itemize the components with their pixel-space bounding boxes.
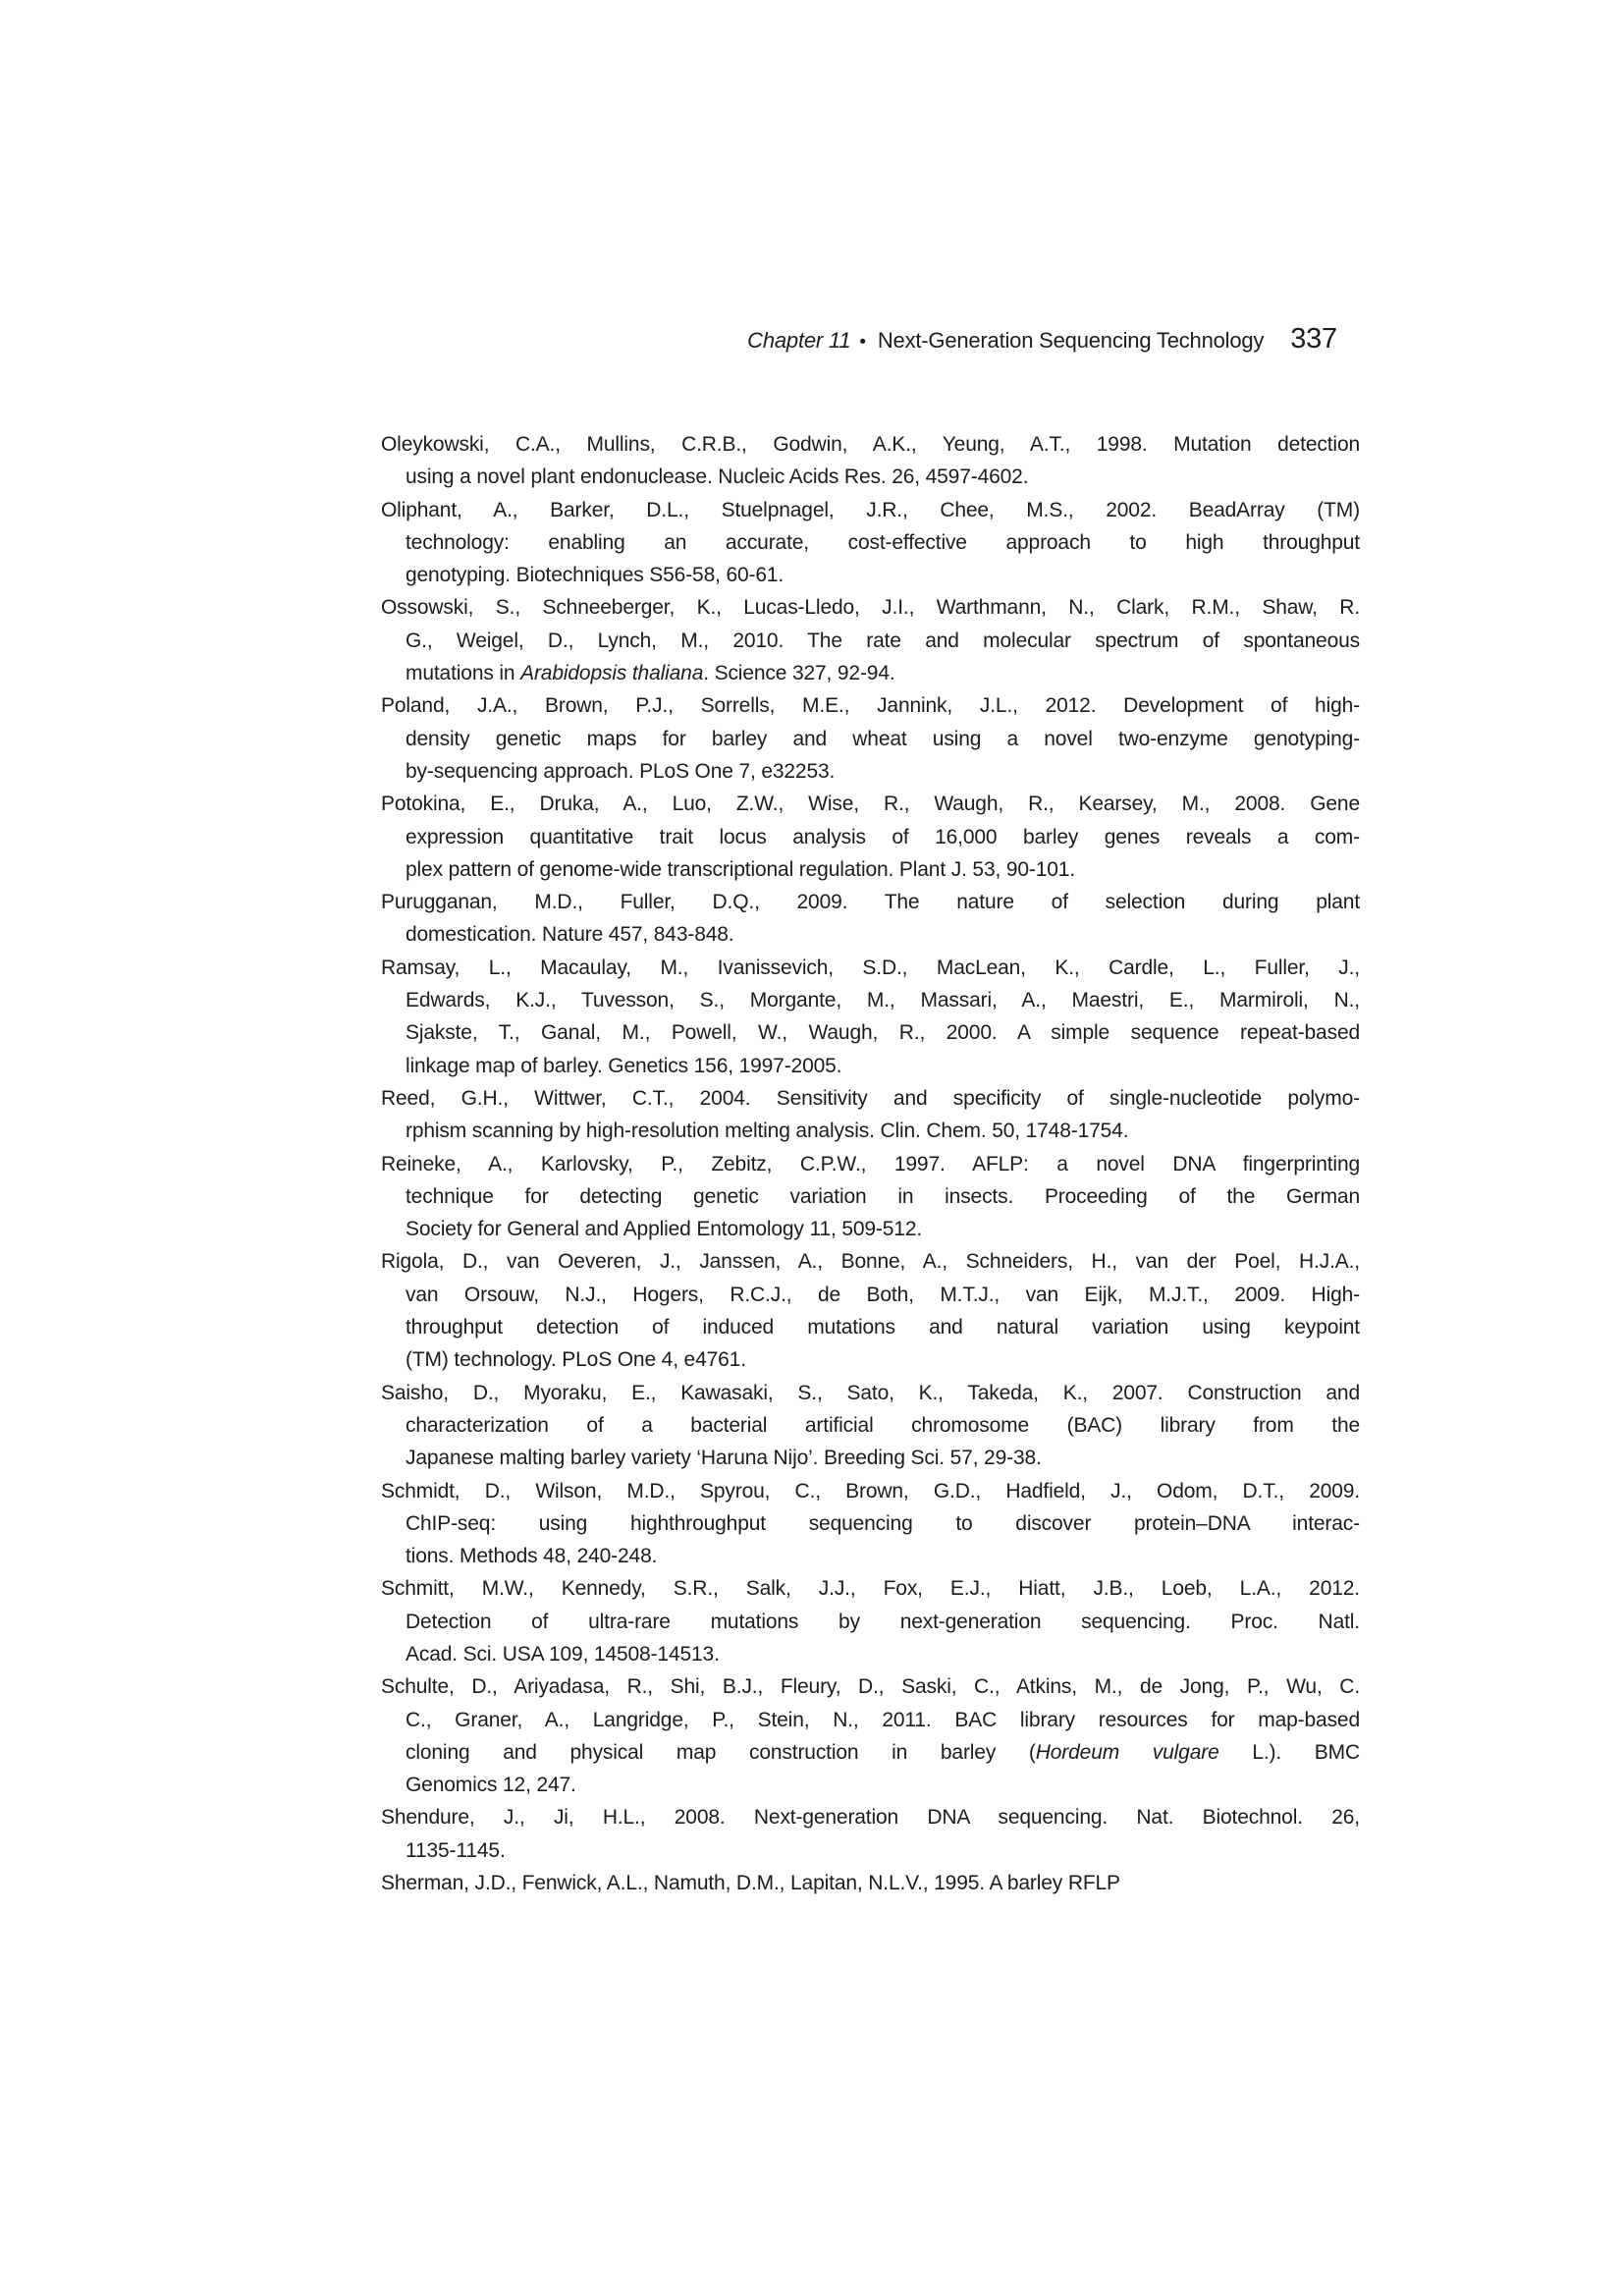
reference-line xyxy=(381,1606,1360,1638)
reference-line xyxy=(381,1245,1360,1278)
reference-text: density genetic maps for barley and wheat using a novel two-enzyme genotyping- xyxy=(406,727,1360,750)
reference-text: domestication. Nature 457, 843-848. xyxy=(406,923,734,947)
reference-text: Japanese malting barley variety ‘Haruna Nijo’. Breeding Sci. 57, 29-38. xyxy=(406,1447,1042,1470)
reference-text: mutations in xyxy=(406,662,521,685)
reference-line xyxy=(381,526,1360,559)
reference-text: characterization of a bacterial artificial chromosome (BAC) library from the xyxy=(406,1413,1360,1437)
reference-line xyxy=(381,1343,1360,1376)
reference-text: Ossowski, S., Schneeberger, K., Lucas-Lledo, J.I., Warthmann, N., Clark, R.M., Shaw, R. xyxy=(381,596,1360,620)
reference-entry xyxy=(381,428,1360,494)
species-name-italic: Arabidopsis thaliana xyxy=(520,662,704,685)
reference-entry xyxy=(381,1867,1360,1899)
reference-entry xyxy=(381,689,1360,788)
reference-text: Poland, J.A., Brown, P.J., Sorrells, M.E., Jannink, J.L., 2012. Development of high- xyxy=(381,694,1360,718)
reference-line xyxy=(381,1148,1360,1180)
reference-line xyxy=(381,559,1360,591)
reference-text: Detection of ultra-rare mutations by next-generation sequencing. Proc. Natl. xyxy=(406,1610,1360,1633)
reference-line xyxy=(381,657,1360,689)
reference-line xyxy=(381,1704,1360,1736)
reference-text: . Science 327, 92-94. xyxy=(703,662,895,685)
reference-line xyxy=(381,1082,1360,1115)
reference-line xyxy=(381,1638,1360,1670)
reference-text: Schmidt, D., Wilson, M.D., Spyrou, C., Brown, G.D., Hadfield, J., Odom, D.T., 2009. xyxy=(381,1479,1360,1503)
reference-entry xyxy=(381,886,1360,952)
reference-line xyxy=(381,1279,1360,1311)
reference-line xyxy=(381,1050,1360,1082)
reference-line xyxy=(381,788,1360,820)
reference-line xyxy=(381,984,1360,1016)
reference-line xyxy=(381,1834,1360,1867)
reference-line xyxy=(381,1769,1360,1801)
reference-line xyxy=(381,1180,1360,1213)
reference-line xyxy=(381,1016,1360,1049)
reference-text: van Orsouw, N.J., Hogers, R.C.J., de Both, M.T.J., van Eijk, M.J.T., 2009. High- xyxy=(406,1283,1360,1306)
reference-text: by-sequencing approach. PLoS One 7, e32253. xyxy=(406,759,836,783)
reference-text: genotyping. Biotechniques S56-58, 60-61. xyxy=(406,564,784,587)
reference-entry xyxy=(381,1801,1360,1867)
reference-line xyxy=(381,689,1360,722)
reference-text: cloning and physical map construction in barley ( xyxy=(406,1740,1036,1764)
references-list xyxy=(381,428,1360,1899)
reference-text: linkage map of barley. Genetics 156, 1997-2005. xyxy=(406,1054,842,1077)
reference-text: Society for General and Applied Entomology 11, 509-512. xyxy=(406,1218,923,1241)
reference-text: using a novel plant endonuclease. Nucleic Acids Res. 26, 4597-4602. xyxy=(406,465,1029,489)
reference-line xyxy=(381,1736,1360,1769)
reference-text: (TM) technology. PLoS One 4, e4761. xyxy=(406,1348,746,1372)
reference-entry xyxy=(381,952,1360,1082)
reference-text: plex pattern of genome-wide transcriptional regulation. Plant J. 53, 90-101. xyxy=(406,857,1076,881)
reference-line xyxy=(381,1311,1360,1343)
reference-entry xyxy=(381,494,1360,592)
reference-text: G., Weigel, D., Lynch, M., 2010. The rate and molecular spectrum of spontaneous xyxy=(406,629,1360,652)
reference-line xyxy=(381,853,1360,886)
reference-entry xyxy=(381,1377,1360,1475)
reference-line xyxy=(381,494,1360,526)
reference-text: Sherman, J.D., Fenwick, A.L., Namuth, D.M., Lapitan, N.L.V., 1995. A barley RFLP xyxy=(381,1872,1120,1895)
reference-text: L.). BMC xyxy=(1218,1740,1360,1764)
reference-entry xyxy=(381,788,1360,886)
reference-text: rphism scanning by high-resolution melting analysis. Clin. Chem. 50, 1748-1754. xyxy=(406,1120,1129,1143)
bullet-icon: • xyxy=(859,332,866,353)
reference-entry xyxy=(381,1245,1360,1376)
reference-entry xyxy=(381,1572,1360,1670)
reference-line xyxy=(381,918,1360,951)
reference-text: 1135-1145. xyxy=(406,1838,506,1862)
reference-line xyxy=(381,1475,1360,1507)
reference-line xyxy=(381,755,1360,788)
reference-text: C., Graner, A., Langridge, P., Stein, N., 2011. BAC library resources for map-based xyxy=(406,1708,1360,1731)
reference-text: Schulte, D., Ariyadasa, R., Shi, B.J., Fleury, D., Saski, C., Atkins, M., de Jong, P., Wu, C. xyxy=(381,1675,1360,1699)
reference-text: Reed, G.H., Wittwer, C.T., 2004. Sensitivity and specificity of single-nucleotide polymo- xyxy=(381,1086,1360,1110)
reference-text: Schmitt, M.W., Kennedy, S.R., Salk, J.J., Fox, E.J., Hiatt, J.B., Loeb, L.A., 2012. xyxy=(381,1577,1360,1601)
reference-line xyxy=(381,1409,1360,1442)
reference-line xyxy=(381,461,1360,493)
reference-text: Rigola, D., van Oeveren, J., Janssen, A., Bonne, A., Schneiders, H., van der Poel, H.J.A., xyxy=(381,1250,1360,1274)
reference-entry xyxy=(381,1148,1360,1246)
reference-text: expression quantitative trait locus analysis of 16,000 barley genes reveals a com- xyxy=(406,825,1360,848)
reference-entry xyxy=(381,591,1360,689)
reference-text: Edwards, K.J., Tuvesson, S., Morgante, M., Massari, A., Maestri, E., Marmiroli, N., xyxy=(406,989,1360,1012)
reference-text: Oliphant, A., Barker, D.L., Stuelpnagel, J.R., Chee, M.S., 2002. BeadArray (TM) xyxy=(381,498,1360,521)
reference-text: throughput detection of induced mutations and natural variation using keypoint xyxy=(406,1316,1360,1339)
reference-text: Potokina, E., Druka, A., Luo, Z.W., Wise, R., Waugh, R., Kearsey, M., 2008. Gene xyxy=(381,793,1360,816)
reference-line xyxy=(381,886,1360,918)
reference-line xyxy=(381,952,1360,984)
reference-entry xyxy=(381,1670,1360,1801)
reference-text: Genomics 12, 247. xyxy=(406,1774,576,1797)
reference-line xyxy=(381,821,1360,853)
species-name-italic: Hordeum vulgare xyxy=(1035,1740,1219,1764)
reference-text: tions. Methods 48, 240-248. xyxy=(406,1545,658,1568)
reference-text: technology: enabling an accurate, cost-effective approach to high throughput xyxy=(406,530,1360,554)
reference-line xyxy=(381,1442,1360,1474)
reference-line xyxy=(381,625,1360,657)
reference-text: Ramsay, L., Macaulay, M., Ivanissevich, S.D., MacLean, K., Cardle, L., Fuller, J., xyxy=(381,956,1360,979)
reference-line xyxy=(381,1867,1360,1899)
reference-text: Acad. Sci. USA 109, 14508-14513. xyxy=(406,1642,720,1666)
reference-entry xyxy=(381,1082,1360,1148)
reference-line xyxy=(381,1115,1360,1147)
reference-text: Shendure, J., Ji, H.L., 2008. Next-generation DNA sequencing. Nat. Biotechnol. 26, xyxy=(381,1806,1360,1830)
reference-line xyxy=(381,1801,1360,1833)
reference-line xyxy=(381,1377,1360,1409)
reference-text: Saisho, D., Myoraku, E., Kawasaki, S., Sato, K., Takeda, K., 2007. Construction and xyxy=(381,1381,1360,1404)
reference-line xyxy=(381,723,1360,755)
reference-line xyxy=(381,1540,1360,1572)
page-header xyxy=(747,323,1337,355)
chapter-label: Chapter 11 xyxy=(747,328,851,353)
reference-line xyxy=(381,1213,1360,1245)
reference-line xyxy=(381,1572,1360,1605)
reference-line xyxy=(381,1670,1360,1703)
reference-text: technique for detecting genetic variation in insects. Proceeding of the German xyxy=(406,1184,1360,1208)
reference-line xyxy=(381,591,1360,624)
reference-text: ChIP-seq: using highthroughput sequencing to discover protein–DNA interac- xyxy=(406,1511,1360,1535)
reference-text: Reineke, A., Karlovsky, P., Zebitz, C.P.W., 1997. AFLP: a novel DNA fingerprinting xyxy=(381,1152,1360,1175)
reference-line xyxy=(381,1507,1360,1540)
reference-text: Sjakste, T., Ganal, M., Powell, W., Waugh, R., 2000. A simple sequence repeat-based xyxy=(406,1021,1360,1045)
page-number: 337 xyxy=(1290,323,1337,355)
reference-text: Oleykowski, C.A., Mullins, C.R.B., Godwin, A.K., Yeung, A.T., 1998. Mutation detection xyxy=(381,433,1360,456)
reference-line xyxy=(381,428,1360,461)
reference-entry xyxy=(381,1475,1360,1573)
reference-text: Purugganan, M.D., Fuller, D.Q., 2009. The nature of selection during plant xyxy=(381,891,1360,914)
running-head-title: Next-Generation Sequencing Technology xyxy=(877,328,1265,353)
